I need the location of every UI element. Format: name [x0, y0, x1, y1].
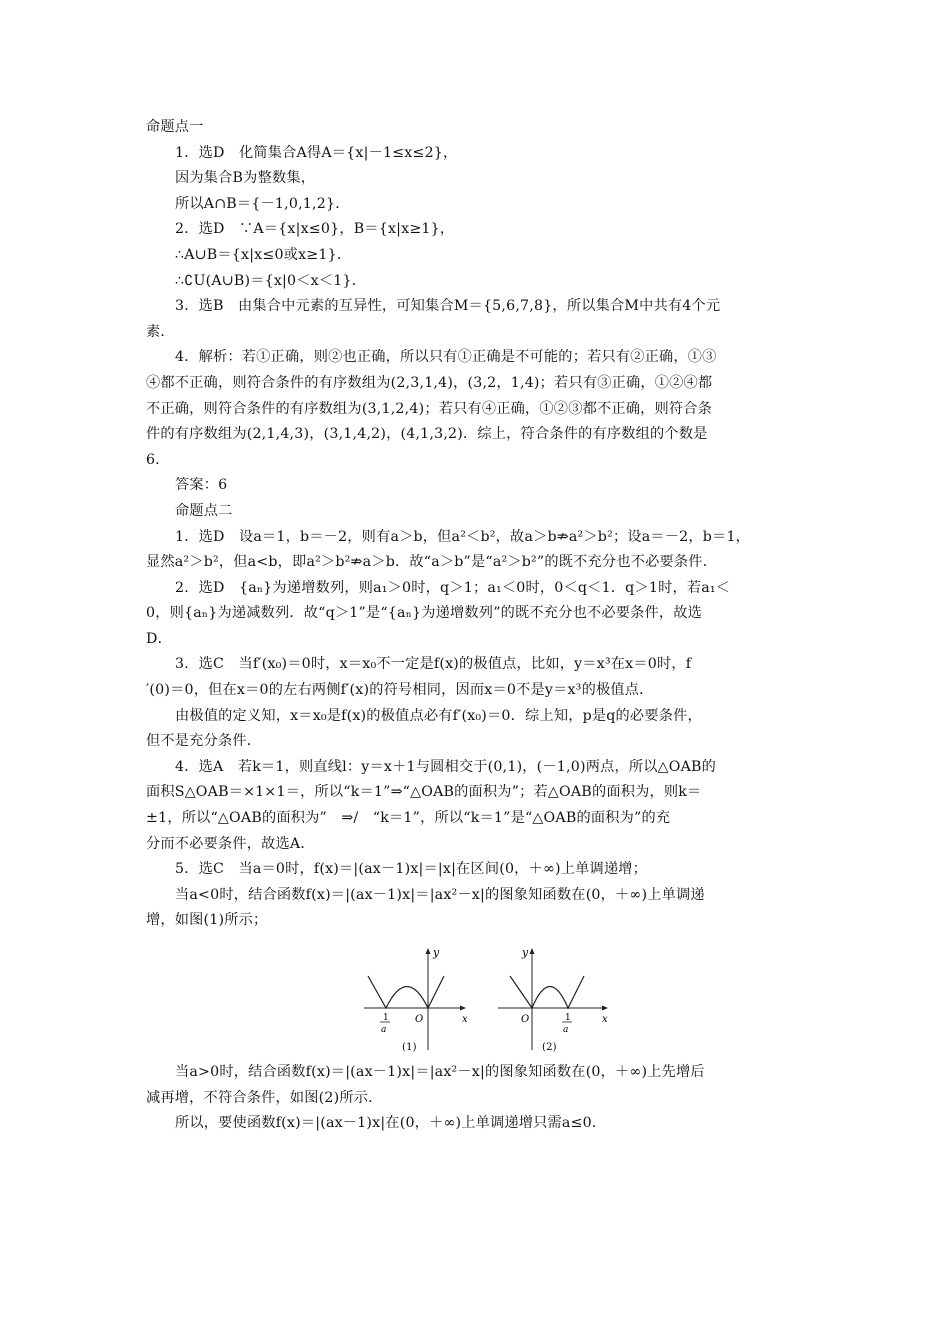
curve-2: [510, 976, 584, 1008]
curve-1: [368, 976, 444, 1008]
text-line: 所以A∩B＝{－1,0,1,2}．: [175, 195, 350, 212]
text-line: ′(0)＝0，但在x＝0的左右两侧f′(x)的符号相同，因而x＝0不是y＝x³的极值点．: [146, 682, 654, 699]
y-axis-arrow: [426, 948, 431, 954]
text-line: 当a>0时，结合函数f(x)＝|(ax－1)x|＝|ax²－x|的图象知函数在(0，＋∞)上先增后: [175, 1064, 705, 1080]
caption-2: (2): [542, 1042, 557, 1053]
text-line: 素．: [146, 323, 175, 340]
x-axis-arrow: [602, 1006, 608, 1011]
graphs-svg: [360, 940, 610, 1056]
x-axis-arrow: [460, 1006, 466, 1011]
x-label: x: [462, 1014, 468, 1025]
solution-text: [146, 115, 812, 1137]
fraction-numerator: 1: [565, 1013, 571, 1023]
text-line: 4．解析：若①正确，则②也正确，所以只有①正确是不可能的；若只有②正确，①③: [175, 349, 717, 366]
x-label: x: [602, 1014, 608, 1025]
text-line: 2．选D {aₙ}为递增数列，则a₁＞0时，q＞1；a₁＜0时，0＜q＜1．q＞1时，若a₁＜: [175, 579, 731, 596]
text-line: 3．选B 由集合中元素的互异性，可知集合M＝{5,6,7,8}，所以集合M中共有4个元: [175, 298, 721, 315]
answer-line: 答案：6: [175, 477, 228, 494]
text-line: D．: [146, 630, 172, 647]
text-line: 由极值的定义知，x＝x₀是f(x)的极值点必有f′(x₀)＝0．综上知，p是q的必要条件，: [175, 707, 702, 724]
text-line: 件的有序数组为(2,1,4,3)，(3,1,4,2)，(4,1,3,2)．综上，符合条件的有序数组的个数是: [146, 426, 708, 443]
origin-label: O: [521, 1014, 530, 1025]
text-line: 3．选C 当f′(x₀)＝0时，x＝x₀不一定是f(x)的极值点，比如，y＝x³在x＝0时，f: [175, 656, 692, 673]
text-line: 2．选D ∵A＝{x|x≤0}，B＝{x|x≥1}，: [175, 221, 455, 238]
function-graphs-figure: [146, 940, 812, 1056]
text-line: 因为集合B为整数集，: [175, 170, 316, 187]
text-line: ∴A∪B＝{x|x≤0或x≥1}．: [175, 246, 352, 263]
fraction-denominator: a: [381, 1025, 387, 1035]
text-line: 减再增，不符合条件，如图(2)所示．: [146, 1089, 383, 1106]
text-line: ④都不正确，则符合条件的有序数组为(2,3,1,4)，(3,2，1,4)；若只有③正确，①②④都: [146, 374, 713, 391]
text-line: 不正确，则符合条件的有序数组为(3,1,2,4)；若只有④正确，①②③都不正确，则符合条: [146, 400, 713, 417]
text-line: ∴∁U(A∪B)＝{x|0＜x＜1}．: [175, 272, 367, 289]
caption-1: (1): [402, 1042, 417, 1053]
text-line: 1．选D 设a＝1，b＝－2，则有a＞b，但a²＜b²，故a＞b⇏a²＞b²；设a＝－2，b＝1，: [175, 528, 751, 545]
text-line: 1．选D 化简集合A得A＝{x|－1≤x≤2}，: [175, 144, 458, 161]
fraction-numerator: 1: [383, 1013, 389, 1023]
origin-label: O: [415, 1014, 424, 1025]
text-line: 但不是充分条件．: [146, 733, 262, 750]
text-line: 所以，要使函数f(x)＝|(ax－1)x|在(0，＋∞)上单调递增只需a≤0．: [175, 1115, 607, 1132]
graph-2: [498, 946, 608, 1053]
text-line: 6．: [146, 451, 170, 468]
y-axis-arrow: [530, 948, 535, 954]
y-label: y: [433, 946, 440, 959]
graph-1: [364, 946, 468, 1053]
text-line: 4．选A 若k＝1，则直线l：y＝x＋1与圆相交于(0,1)，(－1,0)两点，所以△OAB的: [175, 758, 717, 775]
text-line: 0，则{aₙ}为递减数列．故“q＞1”是“{aₙ}为递增数列”的既不充分也不必要条件，故选: [146, 605, 703, 622]
text-line: 面积S△OAB＝×1×1＝，所以“k＝1”⇒“△OAB的面积为”；若△OAB的面积为，则k＝: [146, 784, 702, 801]
text-line: 增，如图(1)所示；: [146, 912, 268, 929]
text-line: 5．选C 当a＝0时，f(x)＝|(ax－1)x|＝|x|在区间(0，＋∞)上单调递增；: [175, 861, 648, 878]
section-heading-2: 命题点二: [175, 502, 233, 519]
section-heading-1: 命题点一: [146, 119, 204, 135]
fraction-denominator: a: [563, 1025, 569, 1035]
text-line: 显然a²＞b²，但a<b，即a²＞b²⇏a＞b．故“a＞b”是“a²＞b²”的既不充分也不必要条件．: [146, 554, 718, 571]
text-line: 当a<0时，结合函数f(x)＝|(ax－1)x|＝|ax²－x|的图象知函数在(0，＋∞)上单调递: [175, 886, 705, 903]
text-line: ±1，所以“△OAB的面积为” ⇒/ “k＝1”，所以“k＝1”是“△OAB的面积为”的充: [146, 810, 671, 827]
text-line: 分而不必要条件，故选A．: [146, 835, 315, 852]
y-label: y: [522, 946, 529, 959]
